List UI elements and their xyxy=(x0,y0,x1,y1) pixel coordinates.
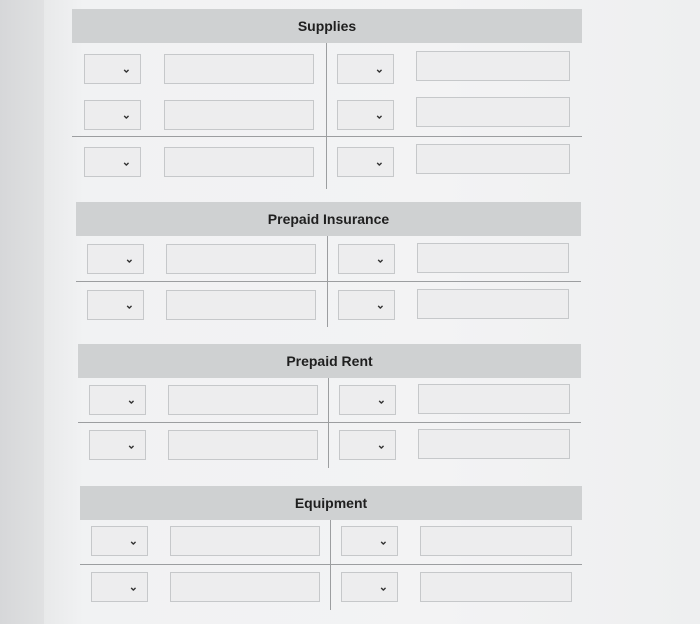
debit-account-select[interactable] xyxy=(84,54,141,84)
credit-account-select[interactable] xyxy=(337,54,394,84)
chevron-down-icon: ⌄ xyxy=(375,253,385,266)
credit-account-select[interactable] xyxy=(337,147,394,177)
credit-amount-input[interactable] xyxy=(420,526,572,556)
credit-amount-input[interactable] xyxy=(420,572,572,602)
account-title: Prepaid Insurance xyxy=(76,202,581,236)
chevron-down-icon: ⌄ xyxy=(126,394,136,407)
credit-account-select[interactable] xyxy=(337,100,394,130)
credit-amount-input[interactable] xyxy=(418,384,570,414)
t-account-rule xyxy=(76,281,581,282)
credit-account-select[interactable] xyxy=(338,290,395,320)
chevron-down-icon: ⌄ xyxy=(121,109,131,122)
credit-amount-input[interactable] xyxy=(416,97,570,127)
chevron-down-icon: ⌄ xyxy=(121,156,131,169)
debit-amount-input[interactable] xyxy=(170,526,320,556)
chevron-down-icon: ⌄ xyxy=(374,156,384,169)
debit-account-select[interactable] xyxy=(87,290,144,320)
chevron-down-icon: ⌄ xyxy=(375,299,385,312)
debit-account-select[interactable] xyxy=(84,100,141,130)
account-title: Prepaid Rent xyxy=(78,344,581,378)
chevron-down-icon: ⌄ xyxy=(124,253,134,266)
chevron-down-icon: ⌄ xyxy=(124,299,134,312)
credit-amount-input[interactable] xyxy=(416,144,570,174)
t-account-rule xyxy=(78,422,581,423)
debit-account-select[interactable] xyxy=(89,430,146,460)
debit-account-select[interactable] xyxy=(87,244,144,274)
account-title: Supplies xyxy=(72,9,582,43)
chevron-down-icon: ⌄ xyxy=(128,535,138,548)
credit-account-select[interactable] xyxy=(339,430,396,460)
t-account-rule xyxy=(72,136,582,137)
debit-account-select[interactable] xyxy=(89,385,146,415)
credit-account-select[interactable] xyxy=(341,526,398,556)
t-account-divider xyxy=(326,43,327,189)
chevron-down-icon: ⌄ xyxy=(378,535,388,548)
debit-amount-input[interactable] xyxy=(170,572,320,602)
chevron-down-icon: ⌄ xyxy=(378,581,388,594)
debit-amount-input[interactable] xyxy=(164,100,314,130)
debit-amount-input[interactable] xyxy=(166,290,316,320)
debit-amount-input[interactable] xyxy=(168,430,318,460)
debit-amount-input[interactable] xyxy=(168,385,318,415)
debit-amount-input[interactable] xyxy=(164,147,314,177)
credit-amount-input[interactable] xyxy=(417,243,569,273)
t-account-divider xyxy=(330,520,331,610)
debit-amount-input[interactable] xyxy=(166,244,316,274)
chevron-down-icon: ⌄ xyxy=(376,394,386,407)
debit-amount-input[interactable] xyxy=(164,54,314,84)
chevron-down-icon: ⌄ xyxy=(374,63,384,76)
chevron-down-icon: ⌄ xyxy=(128,581,138,594)
credit-account-select[interactable] xyxy=(341,572,398,602)
credit-account-select[interactable] xyxy=(339,385,396,415)
chevron-down-icon: ⌄ xyxy=(374,109,384,122)
left-margin-shade xyxy=(0,0,44,624)
t-account-prepaid-rent xyxy=(78,344,581,468)
t-account-rule xyxy=(80,564,582,565)
credit-amount-input[interactable] xyxy=(416,51,570,81)
credit-account-select[interactable] xyxy=(338,244,395,274)
account-title: Equipment xyxy=(80,486,582,520)
t-account-prepaid-insurance xyxy=(76,202,581,327)
t-account-supplies xyxy=(72,9,582,189)
credit-amount-input[interactable] xyxy=(417,289,569,319)
debit-account-select[interactable] xyxy=(91,572,148,602)
t-account-divider xyxy=(328,378,329,468)
debit-account-select[interactable] xyxy=(91,526,148,556)
chevron-down-icon: ⌄ xyxy=(121,63,131,76)
chevron-down-icon: ⌄ xyxy=(126,439,136,452)
chevron-down-icon: ⌄ xyxy=(376,439,386,452)
debit-account-select[interactable] xyxy=(84,147,141,177)
t-account-equipment xyxy=(80,486,582,610)
credit-amount-input[interactable] xyxy=(418,429,570,459)
